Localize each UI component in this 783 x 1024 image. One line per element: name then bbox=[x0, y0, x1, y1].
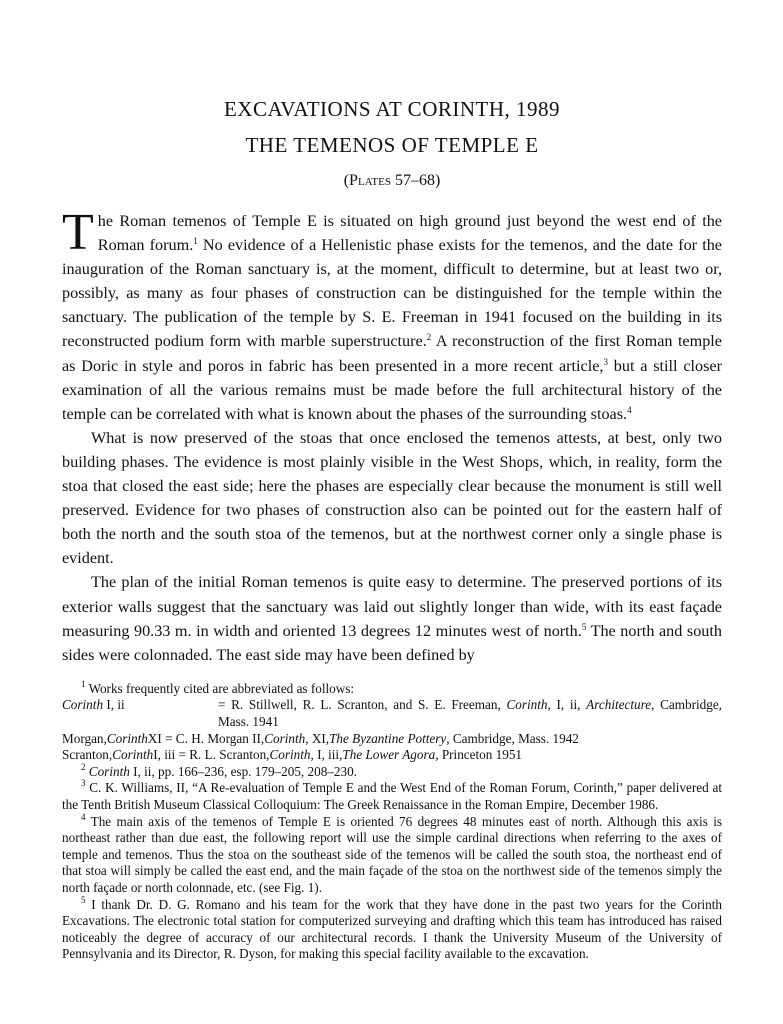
footnote-ref-3[interactable]: 3 bbox=[603, 356, 608, 367]
plates-label: Plates 57–68 bbox=[349, 172, 435, 189]
p1-text-d: but a still closer examination of all the various remains must be made before the full architectural history of the temple can be correlated with what is known about the phases of the surrounding stoas. bbox=[62, 356, 722, 423]
abbr-end: , Princeton 1951 bbox=[435, 747, 523, 763]
abbr-mid: , I, iii, bbox=[310, 747, 343, 763]
footnote-3-number: 3 bbox=[81, 778, 86, 789]
p1-text-b: No evidence of a Hellenistic phase exists for the temenos, and the date for the inauguration of the Roman sanctuary is, at the moment, difficult to determine, but at least two or, possibly, as many as four phases of construction can be distinguished for the temple within the sanctuary. The publication of the temple by S. E. Freeman in 1941 focused on the building in its reconstructed podium form with marble superstructure. bbox=[62, 236, 722, 351]
footnote-4 bbox=[62, 811, 722, 897]
footnote-3-text: C. K. Williams, II, “A Re-evaluation of Temple E and the West End of the Roman Forum, Corinth,” paper delivered at the Tenth British Museum Classical Colloquium: The Greek Renaissance in the Roman Empire, December 1986. bbox=[62, 780, 722, 812]
footnote-ref-1[interactable]: 1 bbox=[193, 236, 198, 247]
paragraph-2: What is now preserved of the stoas that once enclosed the temenos attests, at best, only two building phases. The evidence is most plainly visible in the West Shops, which, in reality, form the stoa that closed the east side; here the phases are especially clear because the monument is still well preserved. Evidence for two phases of construction also can be pointed out for the eastern half of both the north and the south stoa of the temenos, but at the northwest corner only a single phase is evident. bbox=[62, 428, 722, 568]
footnote-1-intro: Works frequently cited are abbreviated as follows: bbox=[88, 680, 355, 696]
abbr-key-italic: Corinth bbox=[112, 747, 154, 763]
abbreviation-value bbox=[216, 697, 722, 730]
footnote-5 bbox=[62, 894, 723, 963]
footnote-1 bbox=[62, 678, 722, 698]
abbr-end: , Cambridge, Mass. 1941 bbox=[218, 697, 722, 729]
footnote-3 bbox=[62, 780, 722, 813]
abbr-eq: = R. L. Scranton, bbox=[178, 747, 270, 763]
footnote-2 bbox=[62, 761, 722, 781]
paragraph-1 bbox=[62, 204, 722, 426]
abbreviation-row bbox=[62, 697, 722, 730]
abbreviation-row bbox=[62, 747, 722, 764]
page bbox=[62, 96, 722, 963]
plates-reference: (Plates 57–68) bbox=[343, 172, 441, 189]
footnote-5-text: I thank Dr. D. G. Romano and his team for the work that they have done in the past two years for the Corinth Excavations. The electronic total station for computerized surveying and drafting which this team has introduced has raised noticeably the degree of accuracy of our architectural records. I thank the University Museum of the University of Pennsylvania and its Director, R. Dyson, for making this special facility available to the excavation. bbox=[62, 896, 723, 962]
article-body bbox=[62, 204, 722, 667]
abbr-title2: Architecture bbox=[586, 697, 652, 713]
abbr-title: Corinth bbox=[506, 697, 548, 713]
footnote-ref-2[interactable]: 2 bbox=[426, 332, 432, 343]
abbr-key-pre: Scranton, bbox=[62, 747, 113, 763]
abbr-key-rest: I, iii bbox=[153, 747, 176, 763]
footnote-2-italic: Corinth bbox=[88, 763, 130, 779]
footnote-4-number: 4 bbox=[81, 811, 86, 822]
p1-text-c: A reconstruction of the first Roman temple as Doric in style and poros in fabric has been presented in a more recent article, bbox=[62, 332, 722, 375]
footnote-2-number: 2 bbox=[81, 761, 86, 772]
abbr-key-rest: I, ii bbox=[103, 697, 125, 713]
footnote-ref-4[interactable]: 4 bbox=[627, 404, 632, 415]
abbr-key-rest: XI bbox=[147, 730, 162, 746]
footnote-1-number: 1 bbox=[81, 678, 86, 689]
abbr-eq: = C. H. Morgan II, bbox=[165, 730, 265, 746]
abbr-end: , Cambridge, Mass. 1942 bbox=[446, 730, 579, 746]
abbr-key-italic: Corinth bbox=[62, 697, 104, 713]
drop-cap: T bbox=[62, 204, 94, 261]
abbr-title2: The Byzantine Pottery bbox=[329, 730, 447, 746]
abbr-mid: , XI, bbox=[305, 730, 330, 746]
footnote-2-text: I, ii, pp. 166–236, esp. 179–205, 208–230. bbox=[129, 763, 357, 779]
abbr-key-italic: Corinth bbox=[106, 730, 148, 746]
p1-text-a: he Roman temenos of Temple E is situated on high ground just beyond the west end of the Roman forum. bbox=[97, 212, 722, 255]
abbr-key-pre: Morgan, bbox=[62, 730, 107, 746]
p3-text-a: The plan of the initial Roman temenos is quite easy to determine. The preserved portions of its exterior walls suggest that the sanctuary was laid out slightly longer than wide, with its east façade measuring 90.33 m. in width and oriented 13 degrees 12 minutes west of north. bbox=[62, 573, 722, 640]
abbreviation-row bbox=[62, 731, 722, 748]
abbr-title: Corinth bbox=[264, 730, 306, 746]
p3-text-b: The north and south sides were colonnaded. The east side may have been defined by bbox=[62, 621, 722, 664]
article-title-line-1: EXCAVATIONS AT CORINTH, 1989 bbox=[223, 97, 561, 121]
footnotes bbox=[62, 678, 723, 963]
abbr-title2: The Lower Agora bbox=[342, 747, 436, 763]
abbr-mid: , I, ii, bbox=[547, 697, 587, 713]
footnote-5-number: 5 bbox=[81, 894, 86, 905]
paragraph-3 bbox=[62, 570, 722, 666]
article-title-line-2: THE TEMENOS OF TEMPLE E bbox=[245, 133, 539, 157]
abbr-eq: = R. Stillwell, R. L. Scranton, and S. E. Freeman, bbox=[218, 697, 507, 713]
abbreviation-key bbox=[62, 697, 216, 730]
abbr-title: Corinth bbox=[269, 747, 311, 763]
footnote-ref-5[interactable]: 5 bbox=[581, 621, 587, 632]
footnote-4-text: The main axis of the temenos of Temple E is oriented 76 degrees 48 minutes east of north. Although this axis is northeast rather than due east, the following report will use the simple cardinal directions when referring to the axes of temple and temenos. Thus the stoa on the southeast side of the temenos will be called the south stoa, the northeast end of that stoa will simply be called the east end, and the main façade of the stoa on the northwest side of the temenos simply the north façade or north colonnade, etc. (see Fig. 1). bbox=[62, 813, 722, 895]
